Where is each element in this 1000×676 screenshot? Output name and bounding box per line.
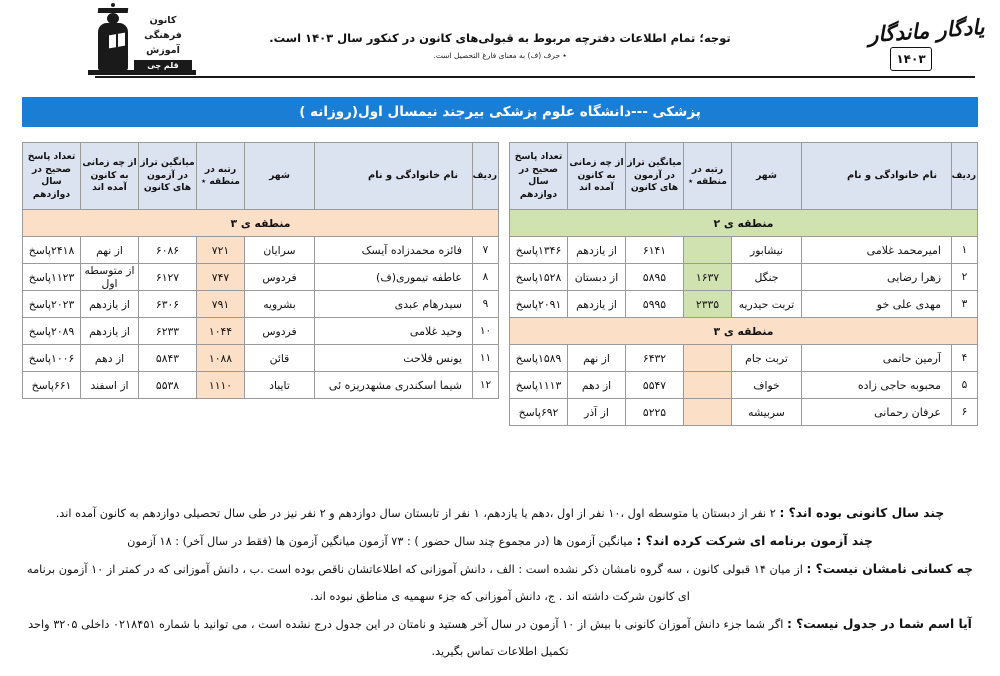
table-row [510, 237, 978, 264]
cell-radif: ۷ [473, 237, 499, 264]
brand-badge [848, 13, 988, 78]
cell-taraz: ۵۸۴۳ [139, 345, 197, 372]
logo-word-2: فرهنگی [144, 30, 182, 41]
note-item [12, 500, 988, 527]
table-row [510, 399, 978, 426]
cell-city: خواف [732, 372, 802, 399]
col-header-answers: تعداد پاسخ صحیح در سال دوازدهم [510, 143, 568, 210]
table-row [23, 264, 499, 291]
cell-answers: ۲۰۹۱پاسخ [510, 291, 568, 318]
col-header-name: نام خانوادگی و نام [802, 143, 952, 210]
cell-since: از نهم [568, 345, 626, 372]
cell-radif: ۱ [952, 237, 978, 264]
kanoon-logo [88, 6, 196, 78]
region-group-row [510, 210, 978, 237]
cell-name: محبوبه حاجی زاده [802, 372, 952, 399]
table-row [510, 372, 978, 399]
cell-city: سربیشه [732, 399, 802, 426]
cell-rank: ۲۳۳۵ [684, 291, 732, 318]
cell-name: زهرا رضایی [802, 264, 952, 291]
cell-since: از دبستان [568, 264, 626, 291]
cell-rank [684, 399, 732, 426]
right-table-body [510, 210, 978, 426]
header-note [205, 30, 795, 61]
table-header-row [510, 143, 978, 210]
cell-rank: ۱۶۳۷ [684, 264, 732, 291]
cell-taraz: ۶۱۲۷ [139, 264, 197, 291]
cell-city: سرایان [245, 237, 315, 264]
page-header [0, 0, 1000, 88]
cell-since: از یازدهم [568, 291, 626, 318]
cell-taraz: ۶۰۸۶ [139, 237, 197, 264]
cell-name: آرمین حاتمی [802, 345, 952, 372]
brand-script-title: یادگار ماندگار [866, 13, 985, 48]
table-row [23, 318, 499, 345]
cell-taraz: ۵۹۹۵ [626, 291, 684, 318]
region-group-row [23, 210, 499, 237]
cell-radif: ۱۰ [473, 318, 499, 345]
cell-since: از دهم [568, 372, 626, 399]
note-item [12, 611, 988, 665]
cell-radif: ۴ [952, 345, 978, 372]
cell-answers: ۶۶۱پاسخ [23, 372, 81, 399]
accepted-students-table-right [509, 142, 978, 426]
note-question: چند سال کانونی بوده اند؟ : [779, 506, 945, 520]
table-row [510, 345, 978, 372]
cell-radif: ۲ [952, 264, 978, 291]
cell-name: وحید غلامی [315, 318, 473, 345]
cell-taraz: ۵۵۳۸ [139, 372, 197, 399]
cell-answers: ۲۰۸۹پاسخ [23, 318, 81, 345]
cell-taraz: ۶۲۳۳ [139, 318, 197, 345]
cell-answers: ۱۵۲۸پاسخ [510, 264, 568, 291]
graduate-figure-icon [92, 6, 136, 74]
cell-city: تربت حیدریه [732, 291, 802, 318]
col-header-answers: تعداد پاسخ صحیح در سال دوازدهم [23, 143, 81, 210]
header-divider [95, 76, 975, 78]
logo-wordmark [134, 15, 192, 71]
note-question: آیا اسم شما در جدول نیست؟ : [786, 617, 972, 631]
cell-answers: ۱۰۰۶پاسخ [23, 345, 81, 372]
col-header-rank: رتبه در منطقه ٭ [684, 143, 732, 210]
accepted-students-table-left [22, 142, 499, 399]
cell-name: یونس فلاحت [315, 345, 473, 372]
cell-radif: ۳ [952, 291, 978, 318]
header-note-sub: ٭ حرف (ف) به معنای فارغ التحصیل است. [433, 51, 567, 60]
logo-word-3: آموزش [146, 45, 180, 56]
cell-city: قائن [245, 345, 315, 372]
cell-rank [684, 237, 732, 264]
cell-rank: ۷۲۱ [197, 237, 245, 264]
note-question: چه کسانی نامشان نیست؟ : [806, 562, 973, 576]
cell-taraz: ۶۴۳۲ [626, 345, 684, 372]
logo-word-1: کانون [149, 15, 177, 26]
cell-city: جنگل [732, 264, 802, 291]
cell-rank: ۱۱۱۰ [197, 372, 245, 399]
cell-city: نیشابور [732, 237, 802, 264]
cell-radif: ۱۱ [473, 345, 499, 372]
cell-rank: ۱۰۴۴ [197, 318, 245, 345]
cell-since: از اسفند [81, 372, 139, 399]
col-header-since: از چه زمانی به کانون آمده اند [568, 143, 626, 210]
cell-taraz: ۶۱۴۱ [626, 237, 684, 264]
header-note-main: توجه؛ تمام اطلاعات دفترچه مربوط به قبولی‌های کانون در کنکور سال ۱۴۰۳ است. [269, 31, 731, 45]
cell-taraz: ۵۲۲۵ [626, 399, 684, 426]
cell-city: فردوس [245, 264, 315, 291]
cell-answers: ۲۰۲۳پاسخ [23, 291, 81, 318]
cell-city: تایباد [245, 372, 315, 399]
cell-city: فردوس [245, 318, 315, 345]
cell-name: شیما اسکندری مشهدریزه ئی [315, 372, 473, 399]
note-item [12, 528, 988, 555]
cell-since: از یازدهم [568, 237, 626, 264]
col-header-taraz: میانگین تراز در آزمون های کانون [139, 143, 197, 210]
footer-notes [12, 500, 988, 666]
cell-answers: ۲۴۱۸پاسخ [23, 237, 81, 264]
col-header-since: از چه زمانی به کانون آمده اند [81, 143, 139, 210]
cell-name: عرفان رحمانی [802, 399, 952, 426]
cell-taraz: ۵۸۹۵ [626, 264, 684, 291]
logo-word-4: قلم چی [134, 60, 192, 71]
cell-rank: ۱۰۸۸ [197, 345, 245, 372]
table-row [23, 237, 499, 264]
cell-radif: ۱۲ [473, 372, 499, 399]
cell-answers: ۱۱۱۳پاسخ [510, 372, 568, 399]
cell-name: امیرمحمد غلامی [802, 237, 952, 264]
note-answer: میانگین آزمون ها (در مجموع چند سال حضور ) : ۷۳ آزمون میانگین آزمون ها (فقط در سال آخر) : ۱۸ آزمون [127, 535, 637, 548]
logo-baseline [88, 70, 196, 75]
left-table-body [23, 210, 499, 399]
note-item [12, 556, 988, 610]
col-header-name: نام خانوادگی و نام [315, 143, 473, 210]
cell-taraz: ۵۵۴۷ [626, 372, 684, 399]
region-group-label: منطقه ی ۳ [510, 318, 978, 345]
cell-radif: ۵ [952, 372, 978, 399]
table-row [23, 291, 499, 318]
col-header-taraz: میانگین تراز در آزمون های کانون [626, 143, 684, 210]
cell-city: بشرویه [245, 291, 315, 318]
cell-answers: ۱۱۲۳پاسخ [23, 264, 81, 291]
cell-taraz: ۶۳۰۶ [139, 291, 197, 318]
page-title: پزشکی ---دانشگاه علوم پزشکی بیرجند نیمسال اول(روزانه ) [299, 104, 701, 120]
tables-area [0, 142, 1000, 442]
cell-rank: ۷۹۱ [197, 291, 245, 318]
cell-name: عاطفه تیموری(ف) [315, 264, 473, 291]
cell-radif: ۸ [473, 264, 499, 291]
col-header-radif: ردیف [952, 143, 978, 210]
cell-radif: ۶ [952, 399, 978, 426]
table-header-row [23, 143, 499, 210]
cell-since: از دهم [81, 345, 139, 372]
cell-since: از متوسطه اول [81, 264, 139, 291]
note-question: چند آزمون برنامه ای شرکت کرده اند؟ : [636, 534, 873, 548]
table-row [510, 264, 978, 291]
note-answer: از میان ۱۴ قبولی کانون ، سه گروه نامشان ذکر نشده است : الف ، دانش آموزانی که اطلاعاتشان ناقص بوده است .ب ، دانش آموزانی که در کمتر از ۱۰ آزمون برنامه ای کانون شرکت داشته اند . ج، دانش آموزانی که جزء سهمیه ی مناطق نبوده اند. [27, 563, 807, 603]
region-group-label: منطقه ی ۲ [510, 210, 978, 237]
note-answer: ۲ نفر از دبستان یا متوسطه اول ،۱۰ نفر از اول ،دهم یا یازدهم، ۱ نفر از تابستان سال دوازدهم و ۲ نفر نیز در طی سال تحصیلی دوازدهم به کانون آمده اند. [55, 507, 780, 520]
cell-since: از یازدهم [81, 291, 139, 318]
cell-name: سیدرهام عبدی [315, 291, 473, 318]
cell-rank [684, 345, 732, 372]
col-header-radif: ردیف [473, 143, 499, 210]
cell-since: از نهم [81, 237, 139, 264]
cell-radif: ۹ [473, 291, 499, 318]
col-header-city: شهر [245, 143, 315, 210]
table-row [510, 291, 978, 318]
table-row [23, 372, 499, 399]
cell-since: از آذر [568, 399, 626, 426]
page-title-bar [22, 97, 978, 127]
cell-name: مهدی علی خو [802, 291, 952, 318]
cell-since: از یازدهم [81, 318, 139, 345]
brand-year-box: ۱۴۰۳ [890, 47, 932, 71]
note-answer: اگر شما جزء دانش آموزان کانونی با بیش از ۱۰ آزمون در سال آخر هستید و نامتان در این جدول درج نشده است ، می توانید با شماره ۰۲۱۸۴۵۱ داخلی ۳۲۰۵ واحد تکمیل اطلاعات تماس بگیرید. [28, 618, 787, 658]
table-row [23, 345, 499, 372]
cell-answers: ۶۹۲پاسخ [510, 399, 568, 426]
cell-answers: ۱۵۸۹پاسخ [510, 345, 568, 372]
cell-rank: ۷۴۷ [197, 264, 245, 291]
cell-answers: ۱۳۴۶پاسخ [510, 237, 568, 264]
region-group-label: منطقه ی ۳ [23, 210, 499, 237]
cell-city: تربت جام [732, 345, 802, 372]
cell-rank [684, 372, 732, 399]
cell-name: فائزه محمدزاده آیسک [315, 237, 473, 264]
col-header-city: شهر [732, 143, 802, 210]
cap-button-icon [111, 3, 115, 7]
col-header-rank: رتبه در منطقه ٭ [197, 143, 245, 210]
region-group-row [510, 318, 978, 345]
